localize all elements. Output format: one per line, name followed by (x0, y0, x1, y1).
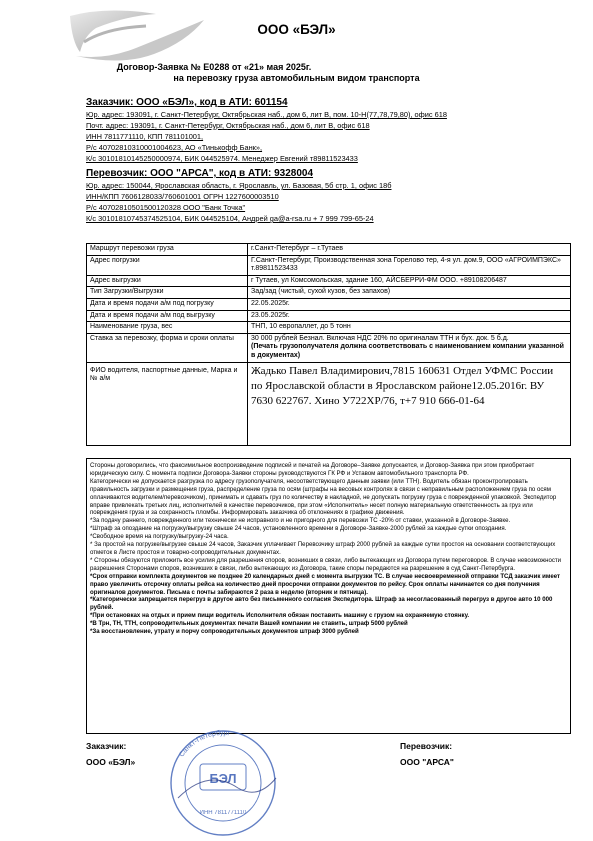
row-label: Наименование груза, вес (87, 322, 248, 334)
svg-text:Санкт-Петербург (178, 729, 230, 758)
customer-line: ИНН 7811771110, КПП 781101001, (86, 132, 204, 141)
term-paragraph: *Штраф за опоздание на погрузку/выгрузку свыше 24 часов, установленного времени в Договоре-Заявке-2000 рублей за каждые сутки опоздания. (90, 525, 507, 533)
customer-line: Почт. адрес: 193091, г. Санкт-Петербург, Октябрьская наб., дом 6, лит В, офис 618 (86, 121, 370, 130)
term-paragraph: *Срок отправки комплекта документов не позднее 20 календарных дней с момента выгрузки ТС. В случае несвоевременной отправки ТСД заказчик имеет право увеличить отсрочку оплаты рейса на количество дней просрочки отправки документов по рейсу. Срок оплаты начинается со дня получения оригиналов документов. Письма с почты забираются 2 раза в неделю (вторник и пятница). (90, 572, 561, 596)
row-value: 23.05.2025г. (248, 310, 571, 322)
stamp-center-text: БЭЛ (209, 771, 237, 786)
row-value: Г.Санкт-Петербург, Производственная зона Горелово тер, 4-я ул. дом.9, ООО «АГРОИМПЭКС» т.89811523433 (248, 255, 571, 275)
row-label: Адрес выгрузки (87, 275, 248, 287)
term-paragraph: * За простой на погрузке/выгрузке свыше 24 часов, Заказчик уплачивает Перевозчику штраф 2000 рублей за каждые сутки простоя на основании соответствующих отметок в Листе простоя и товарно-сопроводительных документах. (90, 541, 556, 556)
table-row (87, 275, 571, 287)
term-paragraph: *В Трн, ТН, ТТН, сопроводительных документах печати Вашей компании не ставить, штраф 5000 рублей (90, 620, 408, 628)
driver-details: Жадько Павел Владимирович,7815 160631 Отдел УФМС России по Ярославской области в Ярославском районе12.05.2016г. ВУ 7630 622767. Хино У722ХР/76, т+7 910 666-01-64 (248, 362, 571, 445)
row-label: Дата и время подачи а/м под погрузку (87, 298, 248, 310)
terms-block (86, 458, 571, 734)
customer-line: Р/с 40702810310001004623, АО «Тинькофф Банк», (86, 143, 263, 152)
rate-note: (Печать грузополучателя должна соответствовать с наименованием компании указанной в документах) (251, 343, 564, 359)
row-label: Маршрут перевозки груза (87, 244, 248, 256)
row-label: Адрес погрузки (87, 255, 248, 275)
term-paragraph: *При остановках на отдых и прием пищи водитель Исполнителя обязан поставить машину с грузом на охраняемую стоянку. (90, 612, 470, 620)
term-paragraph: *За восстановление, утрату и порчу сопроводительных документов штраф 3000 рублей (90, 628, 359, 636)
table-row (87, 255, 571, 275)
rate-text: 30 000 рублей Безнал. Включая НДС 20% по оригиналам ТТН и бух. док. 5 б.д. (251, 334, 509, 342)
contract-title: Договор-Заявка № Е0288 от «21» мая 2025г. (116, 62, 312, 72)
term-paragraph: Стороны договорились, что факсимильное воспроизведение подписей и печатей на Договоре–Заявке допускается, и Договор-Заявка при этом приобретает юридическую силу. С момента подписи Договора-Заявки стороны руководствуются ГК РФ и Уставом автомобильного транспорта РФ. (90, 462, 535, 477)
row-label: Тип Загрузки/Выгрузки (87, 287, 248, 299)
table-row (87, 310, 571, 322)
carrier-line: ИНН/КПП 7606128033/760601001 ОГРН 1227600003510 (86, 192, 279, 201)
customer-signature-title: Заказчик: (86, 741, 127, 751)
row-label: Ставка за перевозку, форма и сроки оплаты (87, 333, 248, 362)
row-value: г.Санкт-Петербург – г.Тутаев (248, 244, 571, 256)
row-value: Зад/зад (чистый, сухой кузов, без запахов) (248, 287, 571, 299)
customer-line: Юр. адрес: 193091, г. Санкт-Петербург, Октябрьская наб., дом 6, лит В, пом. 10-Н(77,78,79,80), офис 618 (86, 110, 447, 119)
term-paragraph: *За подачу раннего, поврежденного или технически не исправного и не пригодного для перевозки ТС -20% от ставки, указанной в Договоре-Заявке. (90, 517, 511, 525)
order-details-table (86, 243, 571, 446)
carrier-signature-title: Перевозчик: (400, 741, 453, 751)
row-value (248, 333, 571, 362)
carrier-heading: Перевозчик: ООО "АРСА", код в АТИ: 9328004 (86, 168, 314, 179)
term-paragraph: *Категорически запрещается перегруз в другое авто без письменного согласия Экспедитора. Штраф за несогласованный перегруз в другое авто 10 000 рублей. (90, 596, 553, 612)
customer-signature-name: ООО «БЭЛ» (86, 757, 136, 767)
table-row (87, 244, 571, 256)
customer-heading: Заказчик: ООО «БЭЛ», код в АТИ: 601154 (86, 97, 288, 108)
contract-subtitle: на перевозку груза автомобильным видом транспорта (173, 73, 420, 83)
carrier-signature-name: ООО "АРСА" (400, 757, 454, 767)
stamp-inn-text: ИНН 7811771110 (199, 810, 247, 816)
row-label: ФИО водителя, паспортные данные, Марка и № а/м (87, 362, 248, 445)
term-paragraph: *Свободное время на погрузку/выгрузку-24 часа. (90, 533, 229, 541)
row-label: Дата и время подачи а/м под выгрузку (87, 310, 248, 322)
carrier-line: Р/с 40702810501500120328 ООО "Банк Точка" (86, 203, 246, 212)
carrier-line: К/с 30101810745374525104, БИК 044525104, Андрей ga@a-rsa.ru + 7 999 799-65-24 (86, 214, 374, 223)
term-paragraph: Категорически не допускается разгрузка по адресу грузополучателя, несоответствующего данным заявки (или ТТН). Водитель обязан проконтролировать правильность загрузки и размещения груза, распределение груза по осям (штрафы на весовых контролях в связи с неправильным расположением груза по осям оплачиваются водителем/перевозчиком), принимать и сдавать груз по количеству в накладной, не допускать погрузку груза с поврежденной упаковкой. Экспедитор вправе привлекать третьих лиц, исполнителей в качестве перевозчиков, при этом «Исполнитель» несет полную материальную ответственность за груз или повреждения груза и за сохранность пломбы. Информировать заказчика об отклонениях в графике движения. (90, 477, 557, 517)
table-row (87, 333, 571, 362)
company-logo (66, 8, 208, 66)
row-value: ТНП, 10 европаллет, до 5 тонн (248, 322, 571, 334)
table-row (87, 322, 571, 334)
stamp-ring-text: Санкт-Петербург (178, 729, 231, 759)
carrier-line: Юр. адрес: 150044, Ярославская область, г. Ярославль, ул. Базовая, 5б стр. 1, офис 18б (86, 181, 392, 190)
term-paragraph: * Стороны обязуются приложить все усилия для разрешения споров, возникших в связи, либо вытекающих из Договора путем переговоров. В случае невозможности разрешения Сторонами споров, возникших в связи, либо вытекающих из Договора, такие споры передаются на разрешение в суд Санкт-Петербурга. (90, 556, 562, 572)
company-name: ООО «БЭЛ» (257, 22, 336, 37)
customer-line: К/с 30101810145250000974, БИК 044525974. Менеджер Евгений т89811523433 (86, 154, 358, 163)
row-value: 22.05.2025г. (248, 298, 571, 310)
table-row (87, 287, 571, 299)
company-stamp (158, 728, 288, 838)
table-row (87, 362, 571, 445)
row-value: г Тутаев, ул Комсомольская, здание 160, АЙСБЕРРИ-ФМ ООО. +89108206487 (248, 275, 571, 287)
table-row (87, 298, 571, 310)
